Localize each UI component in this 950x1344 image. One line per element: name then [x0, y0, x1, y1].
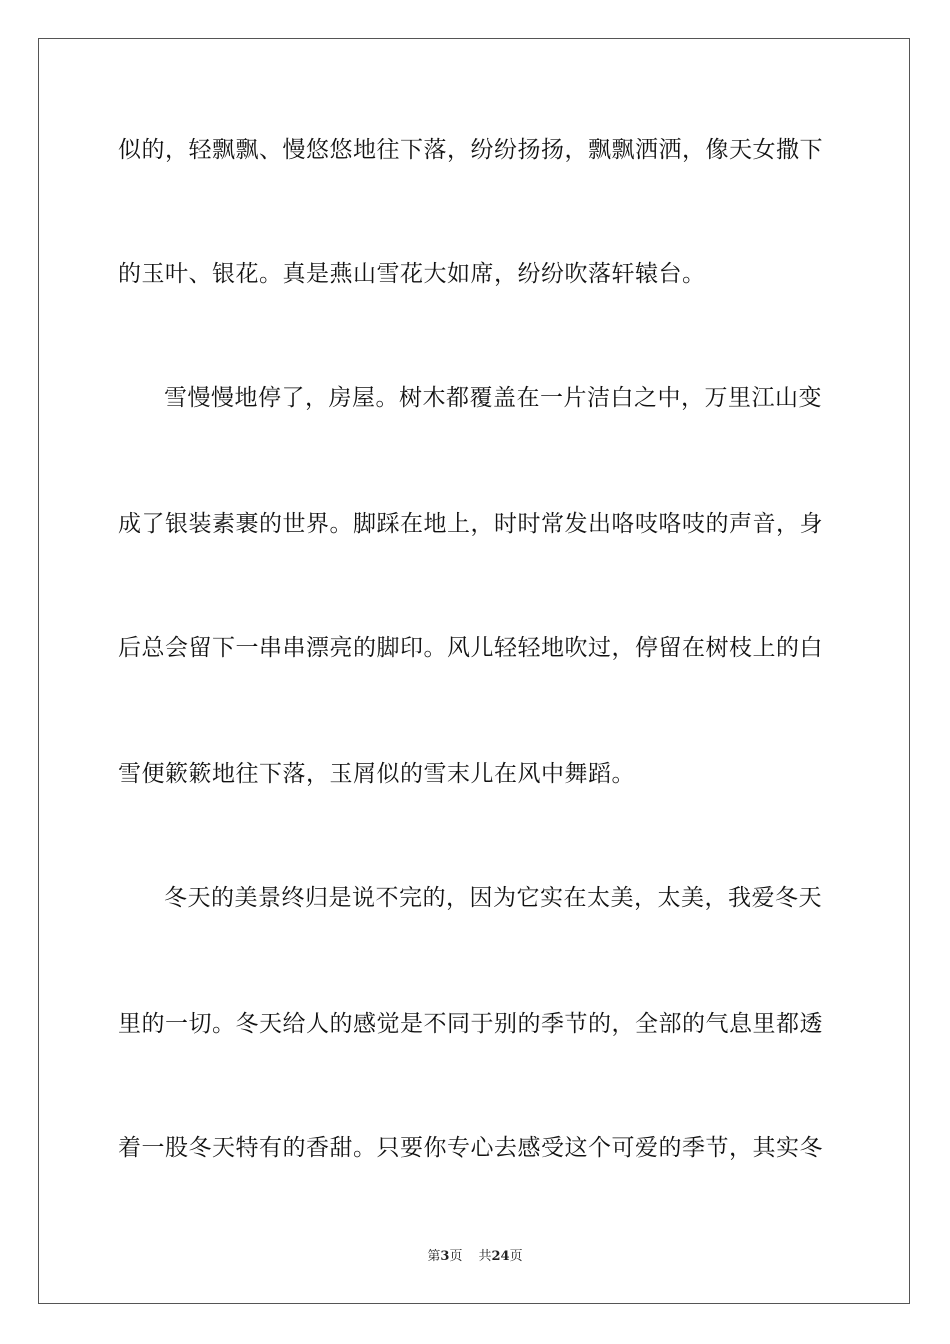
text-line: 的玉叶、银花。真是燕山雪花大如席，纷纷吹落轩辕台。: [118, 261, 706, 287]
page-suffix: 页: [449, 1249, 463, 1264]
page-border: [38, 38, 910, 1304]
page-footer: [0, 1248, 950, 1266]
text-line: 雪便簌簌地往下落，玉屑似的雪末儿在风中舞蹈。: [118, 761, 635, 787]
paragraph-start-line: 雪慢慢地停了，房屋。树木都覆盖在一片洁白之中，万里江山变: [164, 385, 822, 411]
text-line: 似的，轻飘飘、慢悠悠地往下落，纷纷扬扬，飘飘洒洒，像天女撒下: [118, 137, 823, 163]
total-prefix: 共: [478, 1249, 492, 1264]
text-line: 里的一切。冬天给人的感觉是不同于别的季节的，全部的气息里都透: [118, 1011, 823, 1037]
current-page-number: 3: [440, 1249, 450, 1264]
paragraph-start-line: 冬天的美景终归是说不完的，因为它实在太美，太美，我爱冬天: [164, 885, 822, 911]
text-line: 成了银装素裹的世界。脚踩在地上，时时常发出咯吱咯吱的声音，身: [118, 511, 823, 537]
page-prefix: 第: [427, 1249, 441, 1264]
text-line: 后总会留下一串串漂亮的脚印。风儿轻轻地吹过，停留在树枝上的白: [118, 635, 823, 661]
text-line: 着一股冬天特有的香甜。只要你专心去感受这个可爱的季节，其实冬: [118, 1135, 823, 1161]
total-suffix: 页: [509, 1249, 523, 1264]
total-page-count: 24: [491, 1249, 510, 1264]
